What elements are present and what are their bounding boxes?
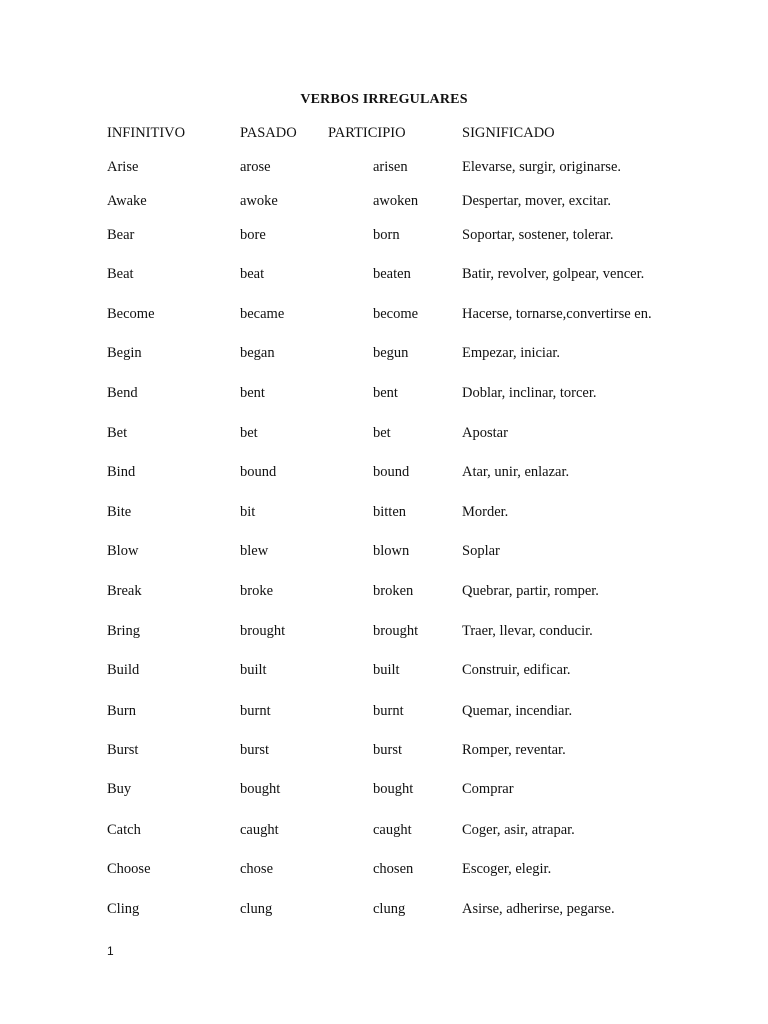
- cell-pasado: burst: [240, 742, 269, 758]
- table-row: [0, 703, 768, 723]
- cell-participio: become: [373, 306, 419, 322]
- cell-participio: arisen: [373, 159, 408, 175]
- cell-participio: burst: [373, 742, 402, 758]
- cell-infinitivo: Cling: [107, 901, 140, 917]
- cell-participio: bought: [373, 781, 414, 797]
- cell-significado: Doblar, inclinar, torcer.: [462, 385, 597, 401]
- cell-significado: Hacerse, tornarse,convertirse en.: [462, 306, 652, 322]
- cell-significado: Romper, reventar.: [462, 742, 566, 758]
- table-row: [0, 425, 768, 445]
- header-pasado: PASADO: [240, 125, 297, 141]
- table-row: [0, 583, 768, 603]
- table-row: [0, 464, 768, 484]
- table-row: [0, 822, 768, 842]
- cell-pasado: began: [240, 345, 275, 361]
- header-significado: SIGNIFICADO: [462, 125, 555, 141]
- cell-pasado: bet: [240, 425, 258, 441]
- cell-infinitivo: Bring: [107, 623, 141, 639]
- cell-pasado: bent: [240, 385, 265, 401]
- cell-pasado: blew: [240, 543, 269, 559]
- cell-significado: Soplar: [462, 543, 500, 559]
- cell-pasado: arose: [240, 159, 271, 175]
- cell-infinitivo: Burn: [107, 703, 136, 719]
- cell-infinitivo: Break: [107, 583, 142, 599]
- cell-participio: born: [373, 227, 400, 243]
- table-row: [0, 742, 768, 762]
- cell-participio: broken: [373, 583, 414, 599]
- table-row: [0, 543, 768, 563]
- cell-participio: bitten: [373, 504, 407, 520]
- cell-pasado: chose: [240, 861, 274, 877]
- cell-infinitivo: Build: [107, 662, 140, 678]
- table-row: [0, 227, 768, 247]
- cell-significado: Quemar, incendiar.: [462, 703, 573, 719]
- cell-pasado: beat: [240, 266, 265, 282]
- cell-infinitivo: Bet: [107, 425, 128, 441]
- cell-pasado: bit: [240, 504, 256, 520]
- cell-infinitivo: Catch: [107, 822, 141, 838]
- cell-significado: Empezar, iniciar.: [462, 345, 561, 361]
- cell-pasado: bore: [240, 227, 266, 243]
- cell-infinitivo: Bend: [107, 385, 138, 401]
- cell-significado: Escoger, elegir.: [462, 861, 552, 877]
- cell-significado: Apostar: [462, 425, 508, 441]
- cell-infinitivo: Beat: [107, 266, 134, 282]
- cell-significado: Asirse, adherirse, pegarse.: [462, 901, 615, 917]
- cell-infinitivo: Buy: [107, 781, 132, 797]
- cell-infinitivo: Burst: [107, 742, 139, 758]
- cell-infinitivo: Blow: [107, 543, 139, 559]
- cell-infinitivo: Awake: [107, 193, 147, 209]
- cell-significado: Batir, revolver, golpear, vencer.: [462, 266, 645, 282]
- page-number: 1: [107, 944, 114, 958]
- table-row: [0, 159, 768, 179]
- cell-participio: awoken: [373, 193, 419, 209]
- cell-participio: bound: [373, 464, 410, 480]
- table-row: [0, 266, 768, 286]
- table-header: [0, 125, 768, 145]
- cell-significado: Construir, edificar.: [462, 662, 571, 678]
- header-participio: PARTICIPIO: [328, 125, 406, 141]
- table-row: [0, 781, 768, 801]
- cell-participio: burnt: [373, 703, 404, 719]
- cell-significado: Atar, unir, enlazar.: [462, 464, 570, 480]
- cell-pasado: clung: [240, 901, 273, 917]
- cell-significado: Despertar, mover, excitar.: [462, 193, 612, 209]
- cell-infinitivo: Arise: [107, 159, 139, 175]
- cell-participio: brought: [373, 623, 419, 639]
- cell-pasado: awoke: [240, 193, 278, 209]
- cell-infinitivo: Become: [107, 306, 155, 322]
- cell-significado: Quebrar, partir, romper.: [462, 583, 599, 599]
- table-row: [0, 345, 768, 365]
- cell-participio: caught: [373, 822, 412, 838]
- cell-significado: Elevarse, surgir, originarse.: [462, 159, 622, 175]
- cell-infinitivo: Bind: [107, 464, 136, 480]
- cell-pasado: brought: [240, 623, 286, 639]
- cell-significado: Morder.: [462, 504, 509, 520]
- cell-participio: begun: [373, 345, 409, 361]
- cell-significado: Coger, asir, atrapar.: [462, 822, 575, 838]
- page-title: VERBOS IRREGULARES: [300, 92, 468, 107]
- cell-infinitivo: Bear: [107, 227, 135, 243]
- cell-pasado: bound: [240, 464, 277, 480]
- table-row: [0, 662, 768, 682]
- cell-pasado: caught: [240, 822, 279, 838]
- cell-participio: bent: [373, 385, 398, 401]
- cell-pasado: became: [240, 306, 285, 322]
- cell-infinitivo: Begin: [107, 345, 142, 361]
- cell-significado: Comprar: [462, 781, 514, 797]
- cell-pasado: built: [240, 662, 267, 678]
- cell-participio: chosen: [373, 861, 414, 877]
- cell-significado: Soportar, sostener, tolerar.: [462, 227, 614, 243]
- table-row: [0, 306, 768, 326]
- cell-participio: bet: [373, 425, 391, 441]
- cell-significado: Traer, llevar, conducir.: [462, 623, 593, 639]
- table-row: [0, 623, 768, 643]
- cell-participio: beaten: [373, 266, 411, 282]
- cell-participio: clung: [373, 901, 406, 917]
- table-row: [0, 901, 768, 921]
- table-row: [0, 861, 768, 881]
- table-row: [0, 193, 768, 213]
- table-row: [0, 385, 768, 405]
- cell-pasado: burnt: [240, 703, 271, 719]
- cell-infinitivo: Bite: [107, 504, 132, 520]
- cell-participio: blown: [373, 543, 410, 559]
- cell-infinitivo: Choose: [107, 861, 151, 877]
- table-row: [0, 504, 768, 524]
- cell-pasado: bought: [240, 781, 281, 797]
- header-infinitivo: INFINITIVO: [107, 125, 186, 141]
- cell-participio: built: [373, 662, 400, 678]
- cell-pasado: broke: [240, 583, 274, 599]
